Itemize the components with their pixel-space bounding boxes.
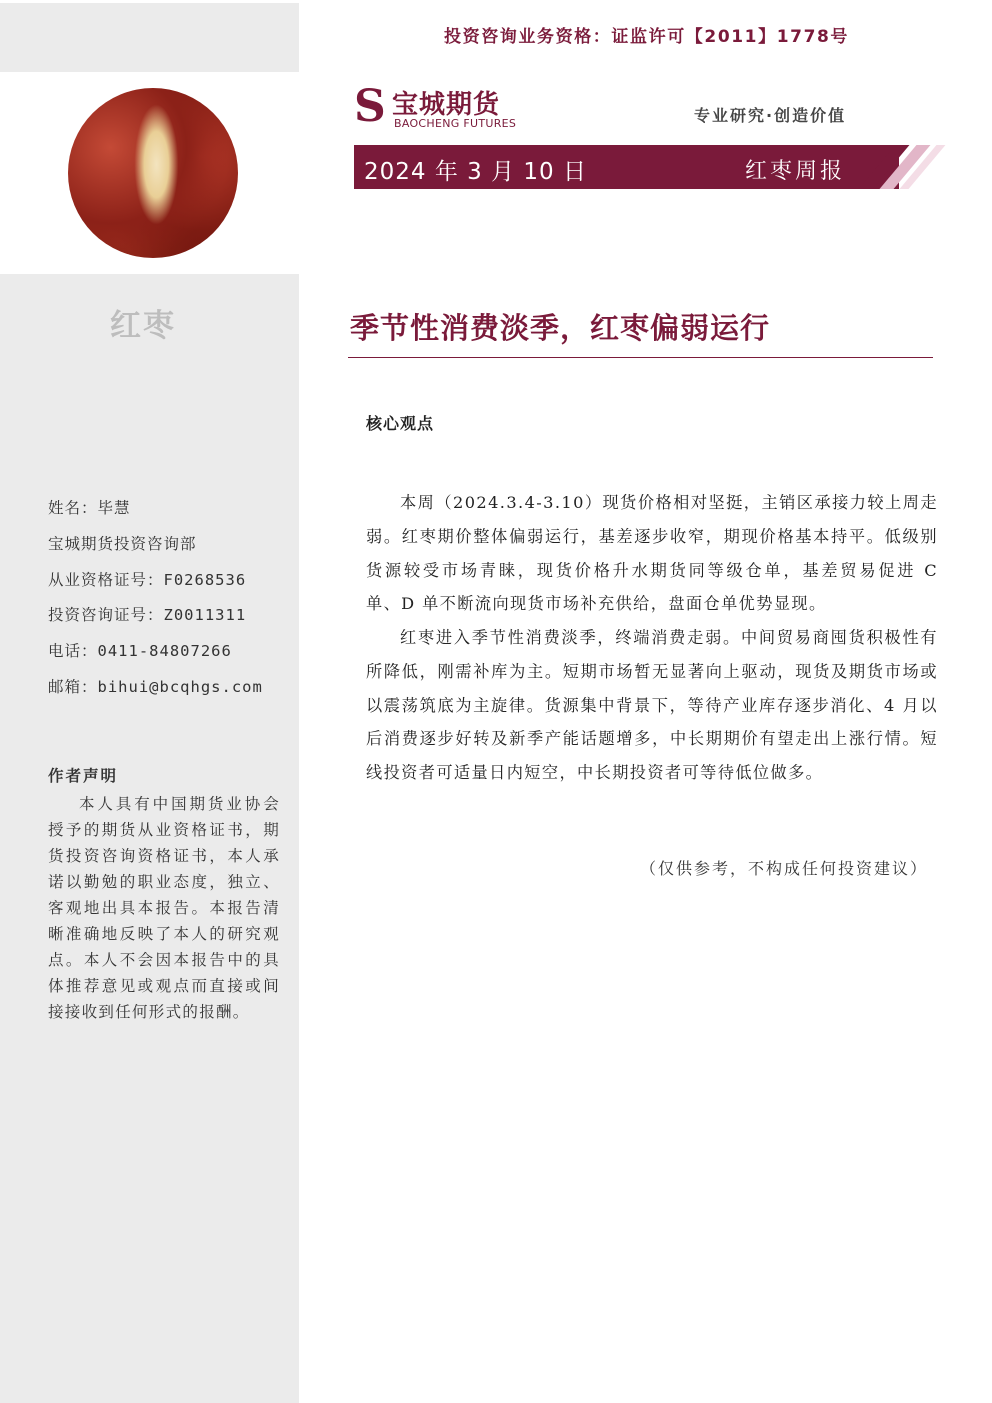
analyst-info [48,496,263,711]
company-logo [354,81,524,132]
declaration-title: 作者声明 [48,767,119,785]
slogan: 专业研究·创造价值 [694,106,847,125]
headline-divider [348,357,933,358]
body-paragraph: 本周（2024.3.4-3.10）现货价格相对坚挺，主销区承接力较上周走弱。红枣期价整体偏弱运行，基差逐步收窄，期现价格基本持平。低级别货源较受市场青睐，现货价格升水期货同等级仓单，基差贸易促进 C 单、D 单不断流向现货市场补充供给，盘面仓单优势显现。 [366,493,938,614]
logo-chinese-name: 宝城期货 [392,90,501,120]
analyst-name: 姓名：毕慧 [48,499,131,517]
license-line: 投资咨询业务资格：证监许可【2011】1778号 [444,27,850,47]
consulting-number: 投资咨询证号：Z0011311 [48,606,247,625]
body-paragraph: 红枣进入季节性消费淡季，终端消费走弱。中间贸易商囤货积极性有所降低，刚需补库为主。短期市场暂无显著向上驱动，现货及期货市场或以震荡筑底为主旋律。货源集中背景下，等待产业库存逐步消化、4 月以后消费逐步好转及新季产能话题增多，中长期期价有望走出上涨行情。短线投资者可适量日内短空，中长期投资者可等待低位做多。 [366,628,938,783]
sidebar-top-block [0,3,299,72]
declaration-text: 本人具有中国期货业协会授予的期货从业资格证书，期货投资咨询资格证书，本人承诺以勤勉的职业态度，独立、客观地出具本报告。本报告清晰准确地反映了本人的研究观点。本人不会因本报告中的具体推荐意见或观点而直接或间接接收到任何形式的报酬。 [48,795,280,1021]
report-headline: 季节性消费淡季，红枣偏弱运行 [350,311,771,345]
analyst-department: 宝城期货投资咨询部 [48,534,197,553]
email: 邮箱：bihui@bcqhgs.com [48,677,263,696]
report-date: 2024 年 3 月 10 日 [364,159,587,185]
phone: 电话：0411-84807266 [48,642,232,661]
logo-mark-icon: S [354,81,386,132]
logo-english-name: BAOCHENG FUTURES [394,117,517,130]
red-dates-photo [68,88,238,258]
qualification-number: 从业资格证号：F0268536 [48,570,247,589]
section-title-core-view: 核心观点 [366,414,435,433]
report-type: 红枣周报 [745,159,846,184]
product-name: 红枣 [110,308,176,344]
disclaimer: （仅供参考，不构成任何投资建议） [640,859,929,878]
